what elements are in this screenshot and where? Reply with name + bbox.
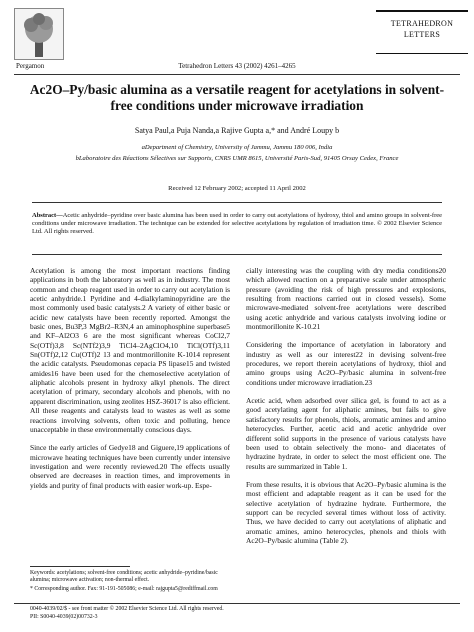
publisher-name: Pergamon [16,62,45,70]
body-right-column [246,266,446,554]
journal-name-box [376,10,468,54]
abstract-bottom-rule [32,254,442,255]
pii-line: PII: S0040-4039(02)00732-3 [30,614,98,620]
tree-logo-icon [15,9,63,59]
header-rule [14,74,460,75]
corresponding-author-footnote: * Corresponding author. Fax: 91-191-505086; e-mail: rajgupta5@rediffmail.com [30,586,218,592]
publisher-logo [14,8,64,60]
body-paragraph: Considering the importance of acetylation in laboratory and industry as well as our interest22 in devising solvent-free procedures, we report therein acetylations of hydroxy, thiol and amino groups using Ac2O–Py/basic alumina in solvent-free conditions under microwave irradiation.23 [246,340,446,387]
abstract-top-rule [32,202,442,203]
affiliation-b: bLaboratoire des Réactions Sélectives sur Supports, CNRS UMR 8615, Université Paris-Sud, 91405 Orsay Cedex, France [75,155,399,162]
author-list: Satya Paul,a Puja Nanda,a Rajive Gupta a,* and André Loupy b [134,126,340,135]
body-paragraph: Acetylation is among the most important reactions finding applications in both the laboratory as well as in industry. The most common and cheap reagent used in order to carry out acetylation is acetic anhydride.1 Pyridine and 4-dialkylaminopyridine are the most commonly used basic catalysts.2 A variety of either basic or acidic new catalysts have been recently reported. Amongst the basic ones, Bu3P,3 MgBr2–R3N,4 an aminophosphine superbase5 and KF–Al2O3 6 are the most significant whereas CoCl2,7 Sc(OTf)3,8 Sc(NTf2)3,9 TiCl4–2AgClO4,10 TiCl(OTf)3,11 Sn(OTf)2,12 Cu(OTf)2 13 and montmorillonite K-1014 represent the acidic catalysts. Pseudomonas cepacia PS lipase15 and twisted amides16 have been used for the chemoselective acetylation of aliphatic alcohols present in hydroxy alkyl phenols. The direct acetylation of primary, secondary alcohols and phenols, with no apparent discrimination, using zeolites HSZ-36017 is also efficient. All these reagents and catalysts lead to wastes as well as some reactions involving solvents, often toxic and polluting, hence unacceptable in these environmentally conscious days. [30,266,230,434]
abstract [32,212,442,237]
footnote-rule [30,566,130,567]
body-paragraph: Acetic acid, when adsorbed over silica gel, is found to act as a good acetylating agent for aliphatic amines, but fails to give satisfactory results for phenols, thiols, aromatic amines and amino heterocycles. Further, acetic acid and acetic anhydride over different solid supports in the presence of various catalysts have been used to obtain selectively the mono- and diacetates of hydrazine hydrate, in order to select the most efficient one. The results are summarized in Table 1. [246,396,446,471]
body-paragraph: cially interesting was the coupling with dry media conditions20 which allowed reaction on a preparative scale under atmospheric pressure (avoiding the risk of high pressures and explosions, resulting from reactions carried out in closed vessels). Some microwave-mediated solvent-free acetylations were described using acetic anhydride and various catalysts involving iodine or montmorillonite K-10.21 [246,266,446,332]
journal-name-line1: TETRAHEDRON [390,19,454,28]
keywords-footnote: Keywords: acetylations; solvent-free conditions; acetic anhydride–pyridine/basic alumina; microwave activation; non-thermal effect. [30,570,218,584]
issn-line: 0040-4039/02/$ - see front matter © 2002 Elsevier Science Ltd. All rights reserved. [30,606,224,612]
body-paragraph: From these results, it is obvious that Ac2O–Py/basic alumina is the most efficient and adaptable reagent as it can be used for the selective acetylation of hydrazine hydrate. Furthermore, the support can be recycled several times without loss of activity. Thus, we have decided to carry out acetylations of aliphatic and aromatic amines, amino heterocycles, phenols and thiols with Ac2O–Py/basic alumina (Table 2). [246,479,446,545]
received-dates: Received 12 February 2002; accepted 11 April 2002 [168,185,306,192]
body-left-column [30,266,230,499]
abstract-text: Acetic anhydride–pyridine over basic alumina has been used in order to carry out acetylations of hydroxy, thiol and amino groups in solvent-free conditions under microwave irradiation. The technique can be extended for selective acetylations by regulation of irradiation time. © 2002 Elsevier Science Ltd. All rights reserved. [32,212,442,236]
affiliation-a: aDepartment of Chemistry, University of Jammu, Jammu 180 006, India [141,144,333,151]
body-paragraph: Since the early articles of Gedye18 and Giguere,19 applications of microwave heating techniques have been currently under intensive investigation and were recently reviewed.20 The effects usually observed are decreases in reaction times, and improvements in yields and purity of final products with easier work-up. Espe- [30,443,230,490]
journal-name-line2: LETTERS [403,30,441,39]
article-title: Ac2O–Py/basic alumina as a versatile reagent for acetylations in solvent-free conditions under microwave irradiation [29,82,445,113]
footer-rule [14,603,460,604]
journal-citation: Tetrahedron Letters 43 (2002) 4261–4265 [178,62,296,70]
abstract-label: Abstract— [32,212,63,219]
